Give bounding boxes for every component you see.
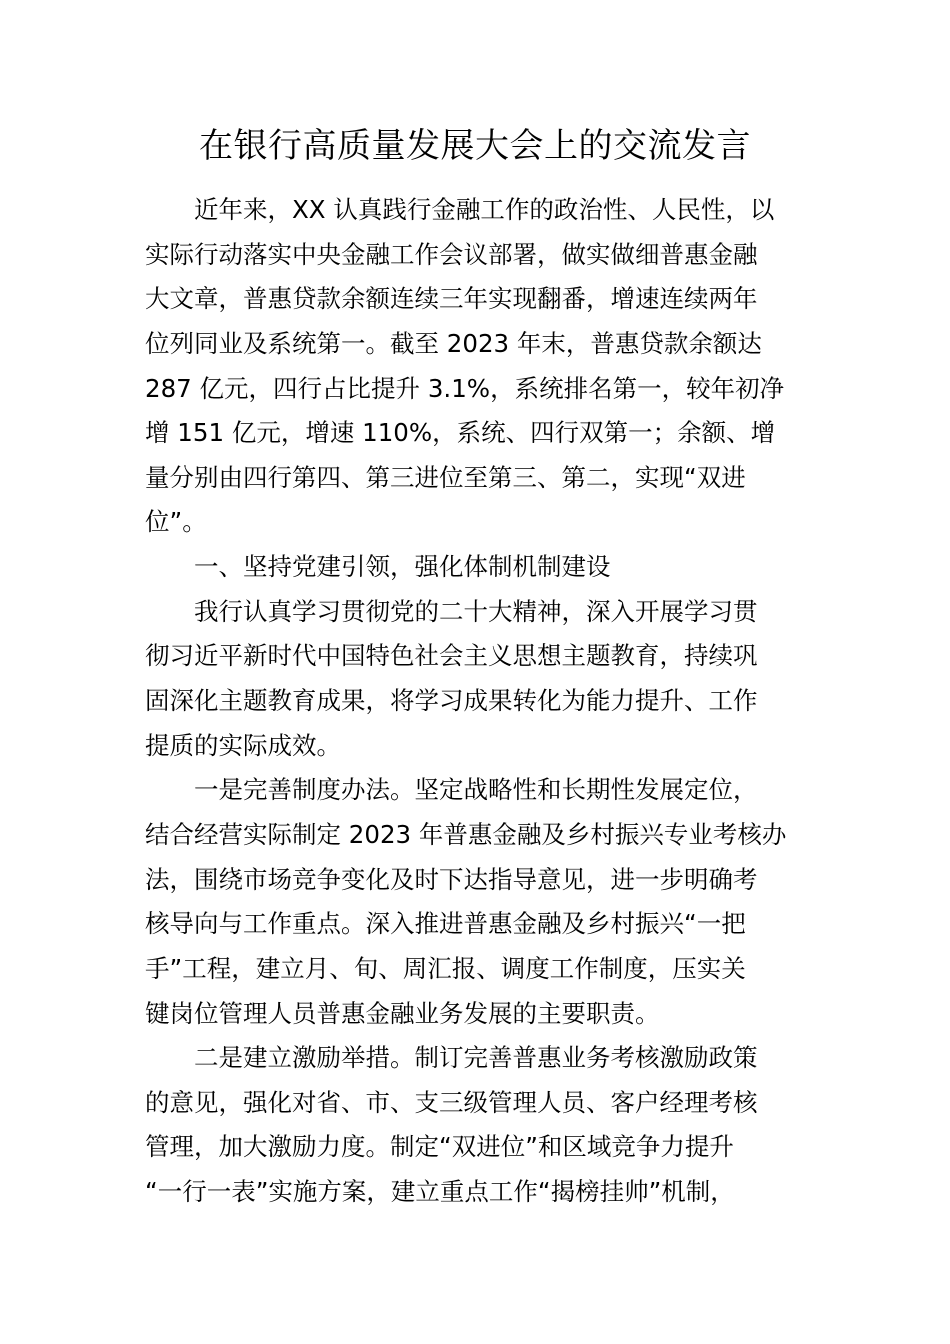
text-line: 键岗位管理人员普惠金融业务发展的主要职责。: [145, 998, 660, 1028]
text-line: 实际行动落实中央金融工作会议部署，做实做细普惠金融: [145, 239, 758, 269]
document-body: [145, 188, 810, 1215]
text-line: 提质的实际成效。: [145, 730, 341, 760]
text-line: 位”。: [145, 507, 207, 537]
text-line: 管理，加大激励力度。制定“双进位”和区域竞争力提升: [145, 1132, 734, 1162]
text-line: 我行认真学习贯彻党的二十大精神，深入开展学习贯: [194, 596, 758, 626]
text-line: 位列同业及系统第一。截至 2023 年末，普惠贷款余额达: [145, 328, 762, 358]
text-line: 固深化主题教育成果，将学习成果转化为能力提升、工作: [145, 686, 758, 716]
text-line: 287 亿元，四行占比提升 3.1%，系统排名第一，较年初净: [145, 373, 785, 403]
text-line: 的意见，强化对省、市、支三级管理人员、客户经理考核: [145, 1087, 758, 1117]
text-line: 法，围绕市场竞争变化及时下达指导意见，进一步明确考: [145, 864, 758, 894]
text-line: 近年来，XX 认真践行金融工作的政治性、人民性，以: [194, 195, 775, 224]
text-line: 增 151 亿元，增速 110%，系统、四行双第一；余额、增: [145, 418, 776, 448]
text-line: 手”工程，建立月、旬、周汇报、调度工作制度，压实关: [145, 953, 746, 983]
text-line: 核导向与工作重点。深入推进普惠金融及乡村振兴“一把: [145, 909, 746, 939]
document-title: 在银行高质量发展大会上的交流发言: [199, 126, 751, 166]
text-line: 大文章，普惠贷款余额连续三年实现翻番，增速连续两年: [145, 284, 758, 314]
text-line: 结合经营实际制定 2023 年普惠金融及乡村振兴专业考核办: [145, 819, 787, 849]
text-line: 量分别由四行第四、第三进位至第三、第二，实现“双进: [145, 462, 746, 492]
text-line: 二是建立激励举措。制订完善普惠业务考核激励政策: [194, 1043, 758, 1073]
text-line: “一行一表”实施方案，建立重点工作“揭榜挂帅”机制，: [145, 1177, 735, 1207]
section-heading: 一、坚持党建引领，强化体制机制建设: [194, 552, 611, 582]
text-line: 彻习近平新时代中国特色社会主义思想主题教育，持续巩: [145, 641, 758, 671]
text-line: 一是完善制度办法。坚定战略性和长期性发展定位，: [194, 775, 758, 805]
